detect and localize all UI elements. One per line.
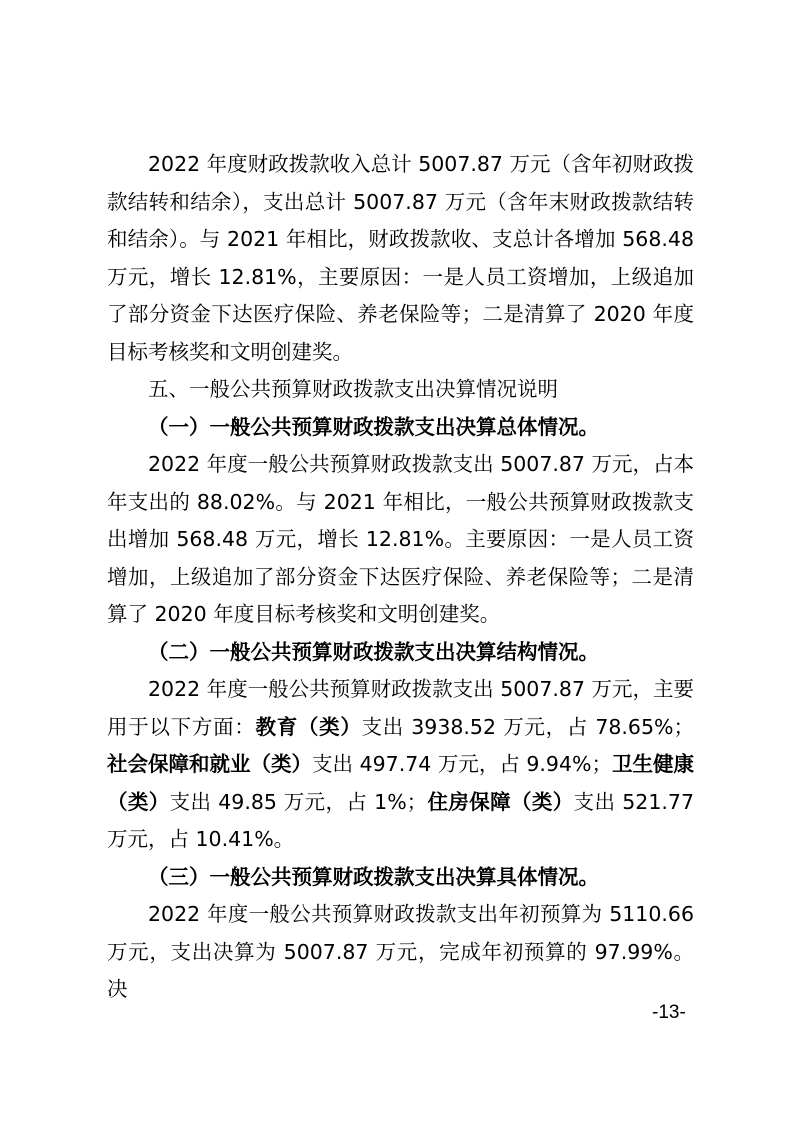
subheading-structure: （二）一般公共预算财政拨款支出决算结构情况。	[148, 639, 599, 664]
subheading-details: （三）一般公共预算财政拨款支出决算具体情况。	[148, 864, 599, 889]
paragraph-details: 2022 年度一般公共预算财政拨款支出年初预算为 5110.66 万元，支出决算为 5007.87 万元，完成年初预算的 97.99%。决	[107, 902, 694, 1001]
structure-text-5: 支出 521.77 万元，占 10.41%。	[107, 789, 694, 851]
paragraph-overall: 2022 年度一般公共预算财政拨款支出 5007.87 万元，占本年支出的 88.02%。与 2021 年相比，一般公共预算财政拨款支出增加 568.48 万元，增长 12.81%。主要原因：一是人员工资增加，上级追加了部分资金下达医疗保险、养老保险等；二是清算了 2020 年度目标考核奖和文明创建奖。	[107, 452, 694, 626]
paragraph-income-total: 2022 年度财政拨款收入总计 5007.87 万元（含年初财政拨款结转和结余），支出总计 5007.87 万元（含年末财政拨款结转和结余）。与 2021 年相比，财政拨款收、支总计各增加 568.48 万元，增长 12.81%，主要原因：一是人员工资增加，上级追加了部分资金下达医疗保险、养老保险等；二是清算了 2020 年度目标考核奖和文明创建奖。	[107, 152, 694, 364]
structure-text-3: 支出 497.74 万元，占 9.94%；	[312, 752, 612, 776]
document-body	[107, 146, 694, 1009]
structure-text-1: 2022 年度一般公共预算财政拨款支出 5007.87 万元，主要用于以下方面：	[107, 677, 694, 739]
structure-text-4: 支出 49.85 万元，占 1%；	[169, 789, 428, 814]
category-housing: 住房保障（类）	[427, 789, 574, 814]
category-education: 教育（类）	[255, 714, 362, 739]
structure-text-2: 支出 3938.52 万元，占 78.65%；	[361, 714, 694, 739]
subheading-overall: （一）一般公共预算财政拨款支出决算总体情况。	[148, 414, 599, 439]
category-health: 卫生健康（类）	[107, 752, 695, 814]
paragraph-structure	[107, 671, 694, 859]
page-number: -13-	[652, 1002, 686, 1023]
section-title-five: 五、一般公共预算财政拨款支出决算情况说明	[148, 377, 558, 401]
category-social-security: 社会保障和就业（类）	[107, 752, 313, 776]
